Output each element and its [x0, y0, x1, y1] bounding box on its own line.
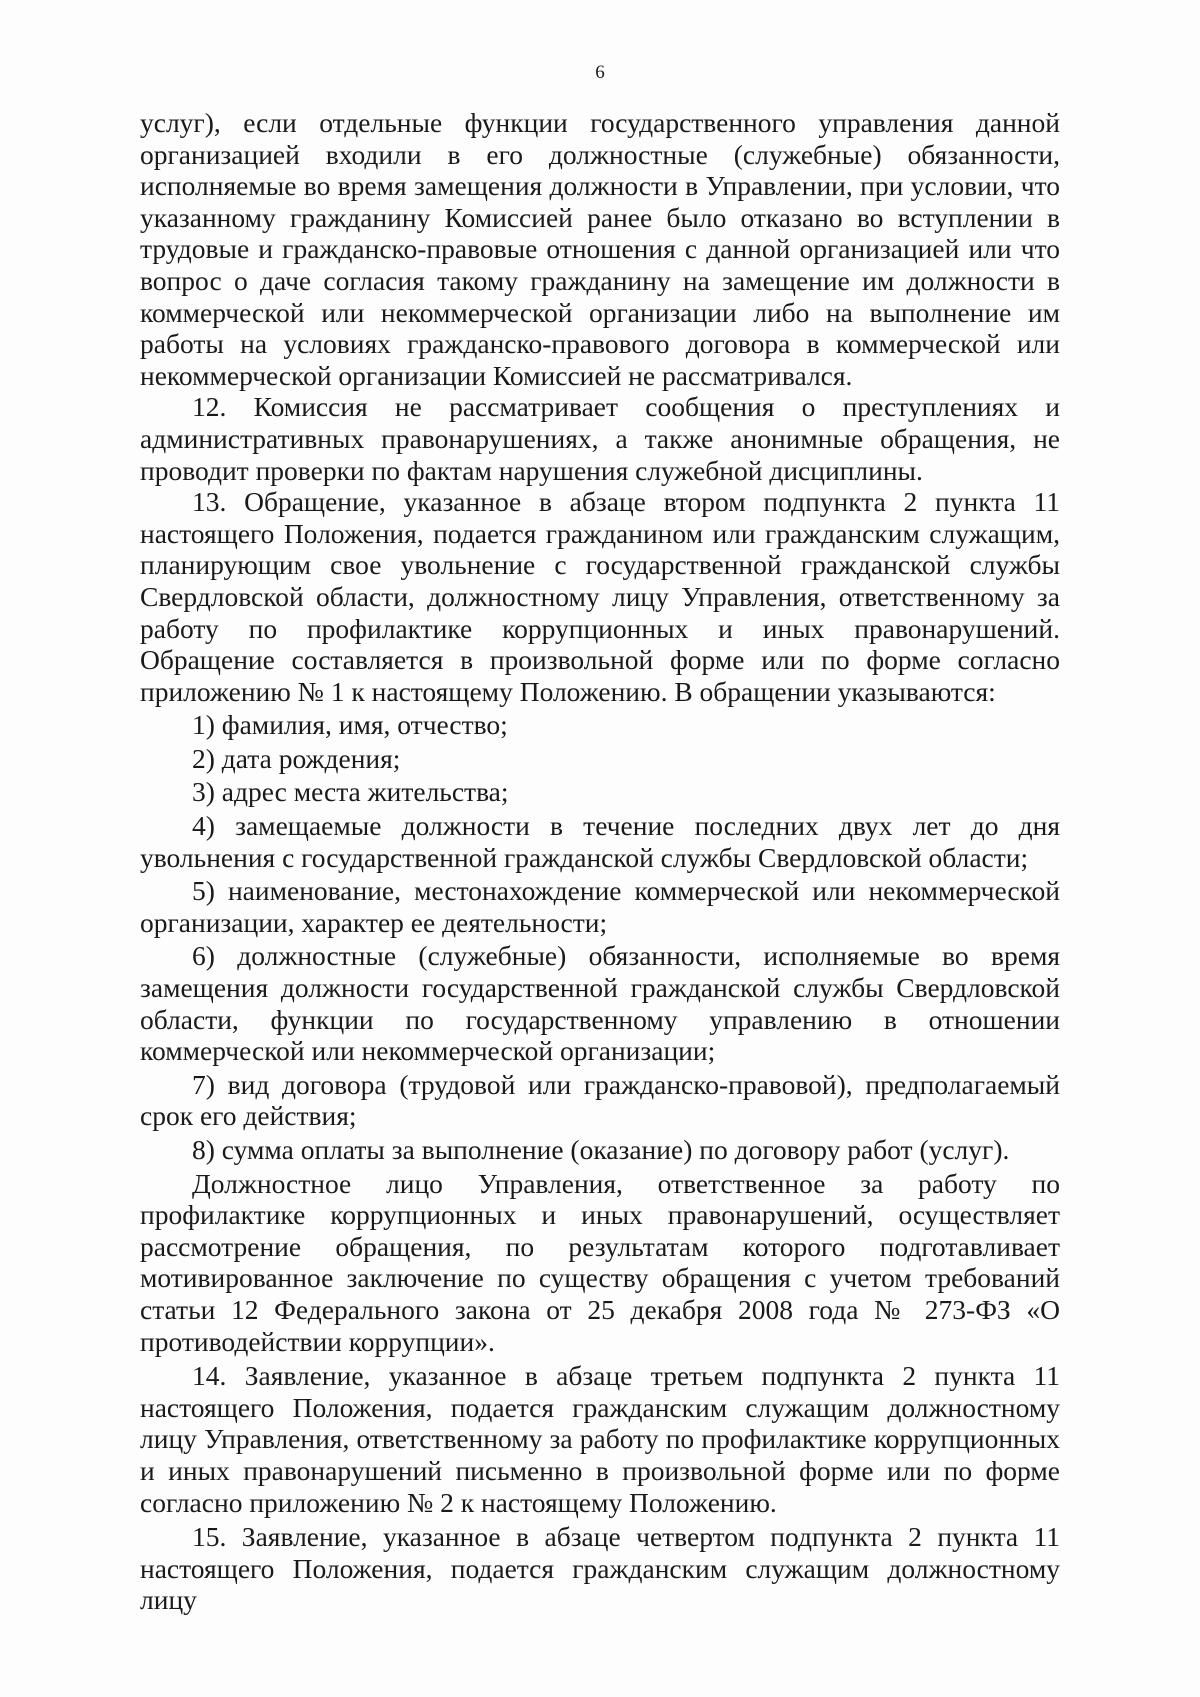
list-item-3: 3) адрес места жительства;	[192, 776, 509, 808]
page-number: 6	[595, 62, 605, 83]
paragraph-13: 13. Обращение, указанное в абзаце втором подпункта 2 пункта 11 настоящего Положения, подается гражданином или гражданским служащим, планирующим свое увольнение с государственной гражданской службы Свердловской области, должностному лицу Управления, ответственному за работу по профилактике коррупционных и иных правонарушений. Обращение составляется в произвольной форме или по форме согласно приложению № 1 к настоящему Положению. В обращении указываются:	[140, 486, 1060, 707]
list-item-8: 8) сумма оплаты за выполнение (оказание) по договору работ (услуг).	[192, 1134, 1010, 1165]
list-item-7: 7) вид договора (трудовой или гражданско-правовой), предполагаемый срок его действия;	[140, 1068, 1060, 1132]
paragraph-continuation: услуг), если отдельные функции государственного управления данной организацией входили в его должностные (служебные) обязанности, исполняемые во время замещения должности в Управлении, при условии, что указанному гражданину Комиссией ранее было отказано во вступлении в трудовые и гражданско-правовые отношения с данной организацией или что вопрос о даче согласия такому гражданину на замещение им должности в коммерческой или некоммерческой организации либо на выполнение им работы на условиях гражданско-правового договора в коммерческой или некоммерческой организации Комиссией не рассматривался.	[140, 107, 1060, 391]
list-item-4: 4) замещаемые должности в течение последних двух лет до дня увольнения с государственной гражданской службы Свердловской области;	[140, 810, 1060, 873]
paragraph-15: 15. Заявление, указанное в абзаце четвертом подпункта 2 пункта 11 настоящего Положения, подается гражданским служащим должностному лицу	[140, 1521, 1060, 1616]
list-item-1: 1) фамилия, имя, отчество;	[192, 709, 508, 741]
list-item-5: 5) наименование, местонахождение коммерческой или некоммерческой организации, характер ее деятельности;	[140, 875, 1060, 938]
document-body	[140, 107, 1060, 1616]
list-item-2: 2) дата рождения;	[192, 742, 401, 774]
paragraph-14: 14. Заявление, указанное в абзаце третьем подпункта 2 пункта 11 настоящего Положения, подается гражданским служащим должностному лицу Управления, ответственному за работу по профилактике коррупционных и иных правонарушений письменно в произвольной форме или по форме согласно приложению № 2 к настоящему Положению.	[140, 1360, 1060, 1518]
list-item-6: 6) должностные (служебные) обязанности, исполняемые во время замещения должности государственной гражданской службы Свердловской области, функции по государственному управлению в отношении коммерческой или некоммерческой организации;	[140, 940, 1060, 1067]
paragraph-official-review: Должностное лицо Управления, ответственное за работу по профилактике коррупционных и иных правонарушений, осуществляет рассмотрение обращения, по результатам которого подготавливает мотивированное заключение по существу обращения с учетом требований статьи 12 Федерального закона от 25 декабря 2008 года № 273-ФЗ «О противодействии коррупции».	[140, 1167, 1060, 1357]
paragraph-12: 12. Комиссия не рассматривает сообщения о преступлениях и административных правонарушениях, а также анонимные обращения, не проводит проверки по фактам нарушения служебной дисциплины.	[140, 391, 1060, 486]
